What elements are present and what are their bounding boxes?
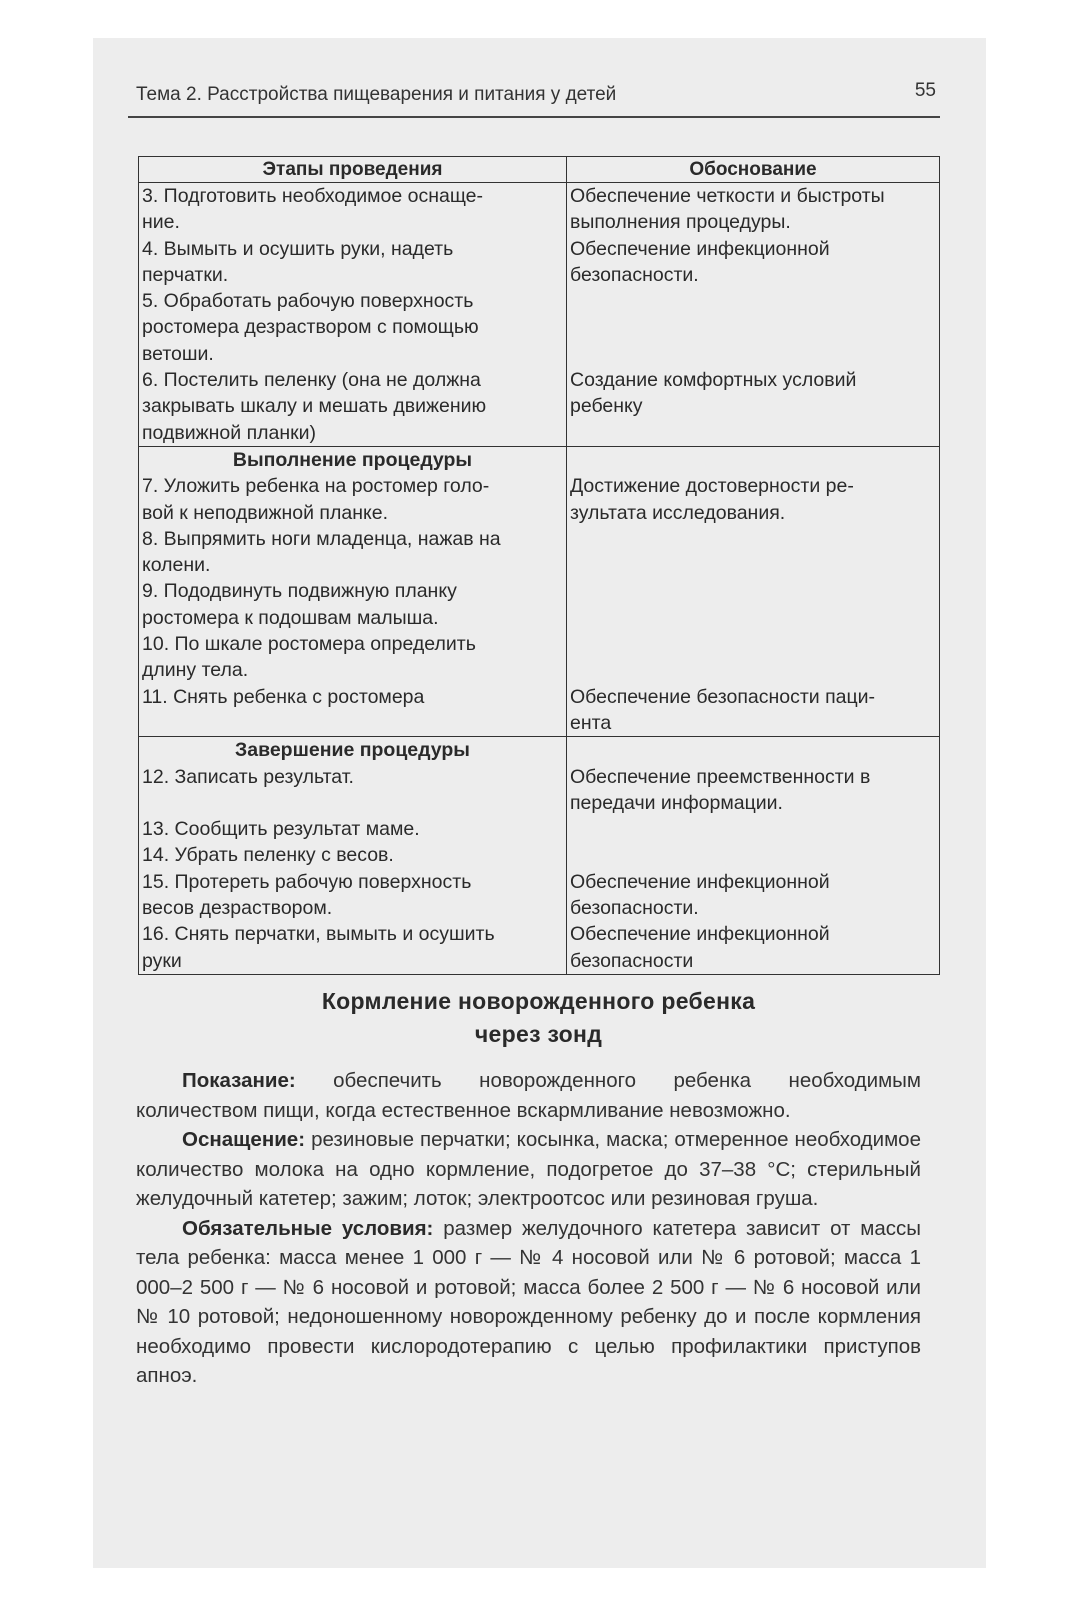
table-cell-rationale [567,605,940,631]
section-title-line: Кормление новорожденного ребенка [321,988,756,1014]
table-row [139,948,940,975]
header-rule [128,116,940,118]
table-cell-rationale [567,552,940,578]
table-cell-stage: 8. Выпрямить ноги младенца, нажав на [139,526,567,552]
table-cell-stage: 11. Снять ребенка с ростомера [139,684,567,710]
paragraph-label: Оснащение: [182,1128,306,1151]
paragraph-text: обеспечить новорожденного ребенка необходимым количеством пищи, когда естественное вскармливание невозможно. [136,1069,921,1122]
table-cell-rationale [567,288,940,314]
table-cell-stage: длину тела. [139,657,567,683]
table-row [139,420,940,447]
table-cell-stage: 14. Убрать пеленку с весов. [139,842,567,868]
section-heading-row [139,446,940,473]
table-cell-rationale: Обеспечение четкости и быстроты [567,183,940,210]
paragraph-text: размер желудочного катетера зависит от массы тела ребенка: масса менее 1 000 г — № 4 носовой или № 6 ротовой; масса 1 000–2 500 г — № 6 носовой и ротовой; масса более 2 500 г — № 6 носовой или № 10 ротовой; недоношенному новорожденному ребенку до и после кормления необходимо провести кислородотерапию с целью профилактики приступов апноэ. [136,1216,921,1387]
table-cell-rationale: безопасности. [567,895,940,921]
table-cell-rationale [567,420,940,447]
table-row [139,209,940,235]
table-cell-rationale: Обеспечение инфекционной [567,236,940,262]
table-row [139,710,940,737]
table-row [139,869,940,895]
table-row [139,921,940,947]
paragraph-equipment [136,1125,921,1214]
table-cell-stage [139,710,567,737]
table-row [139,764,940,790]
table-row [139,367,940,393]
table-row [139,684,940,710]
paragraph-conditions [136,1214,921,1391]
table-cell-stage: ние. [139,209,567,235]
table-row [139,526,940,552]
procedure-table [138,156,940,975]
table-cell-stage: 5. Обработать рабочую поверхность [139,288,567,314]
table-cell-rationale: передачи информации. [567,790,940,816]
table-cell-rationale [567,631,940,657]
table-cell-rationale [567,816,940,842]
table-cell-stage: 6. Постелить пеленку (она не должна [139,367,567,393]
table-row [139,314,940,340]
table-row [139,183,940,210]
paragraph-label: Обязательные условия: [182,1216,434,1240]
table-row [139,288,940,314]
running-header [136,80,936,110]
table-cell-stage: 10. По шкале ростомера определить [139,631,567,657]
table-cell-stage: весов дезраствором. [139,895,567,921]
table-row [139,631,940,657]
table-cell-rationale: безопасности. [567,262,940,288]
table-cell-stage: руки [139,948,567,975]
running-title: Тема 2. Расстройства пищеварения и питания у детей [136,84,617,105]
table-cell-rationale: Обеспечение инфекционной [567,921,940,947]
table-cell-rationale [567,578,940,604]
table-cell-rationale: Достижение достоверности ре- [567,473,940,499]
table-cell-rationale: Обеспечение преемственности в [567,764,940,790]
table-cell-stage: 15. Протереть рабочую поверхность [139,869,567,895]
table-row [139,578,940,604]
table-row [139,262,940,288]
table-row [139,895,940,921]
table-cell-rationale [567,446,940,473]
table-cell-stage: 12. Записать результат. [139,764,567,790]
table-cell-rationale: ента [567,710,940,737]
body-text [136,1066,921,1391]
column-header-rationale: Обоснование [567,157,940,183]
table-row [139,605,940,631]
table-row [139,393,940,419]
section-heading: Выполнение процедуры [139,446,567,473]
table-row [139,657,940,683]
table-cell-rationale: ребенку [567,393,940,419]
table-header-row [139,157,940,183]
table-cell-rationale [567,314,940,340]
table-cell-stage: 3. Подготовить необходимое оснаще- [139,183,567,210]
section-title-line: через зонд [474,1021,603,1047]
column-header-stages: Этапы проведения [139,157,567,183]
table-row [139,816,940,842]
page-number: 55 [914,80,936,101]
table-cell-rationale [567,842,940,868]
table-cell-stage: колени. [139,552,567,578]
table-cell-stage: ростомера к подошвам малыша. [139,605,567,631]
table-cell-stage: 7. Уложить ребенка на ростомер голо- [139,473,567,499]
table-row [139,341,940,367]
paragraph-text: резиновые перчатки; косынка, маска; отмеренное необходимое количество молока на одно кормление, подогретое до 37–38 °С; стерильный желудочный катетер; зажим; лоток; электроотсос или резиновая груша. [136,1128,921,1210]
table-cell-rationale: Обеспечение инфекционной [567,869,940,895]
section-heading: Завершение процедуры [139,737,567,764]
table-cell-rationale: Обеспечение безопасности паци- [567,684,940,710]
table-cell-stage: 13. Сообщить результат маме. [139,816,567,842]
table-row [139,473,940,499]
table-cell-stage: закрывать шкалу и мешать движению [139,393,567,419]
table-cell-stage: ветоши. [139,341,567,367]
table-body [139,183,940,975]
table-cell-stage: подвижной планки) [139,420,567,447]
table-cell-rationale: Создание комфортных условий [567,367,940,393]
paragraph-indication [136,1066,921,1125]
paragraph-label: Показание: [182,1069,296,1092]
table-cell-rationale [567,526,940,552]
table-cell-stage: 4. Вымыть и осушить руки, надеть [139,236,567,262]
table-row [139,236,940,262]
table-row [139,842,940,868]
table-cell-rationale: выполнения процедуры. [567,209,940,235]
table-cell-rationale [567,737,940,764]
table-cell-rationale [567,657,940,683]
table-cell-stage: перчатки. [139,262,567,288]
table-row [139,500,940,526]
table-row [139,552,940,578]
table-cell-rationale [567,341,940,367]
table-cell-stage: ростомера дезраствором с помощью [139,314,567,340]
table-cell-rationale: зультата исследования. [567,500,940,526]
table-cell-stage: 16. Снять перчатки, вымыть и осушить [139,921,567,947]
section-heading-row [139,737,940,764]
table-row [139,790,940,816]
section-title [138,985,939,1051]
table-cell-stage: 9. Пододвинуть подвижную планку [139,578,567,604]
table-cell-rationale: безопасности [567,948,940,975]
table-cell-stage: вой к неподвижной планке. [139,500,567,526]
table-cell-stage [139,790,567,816]
